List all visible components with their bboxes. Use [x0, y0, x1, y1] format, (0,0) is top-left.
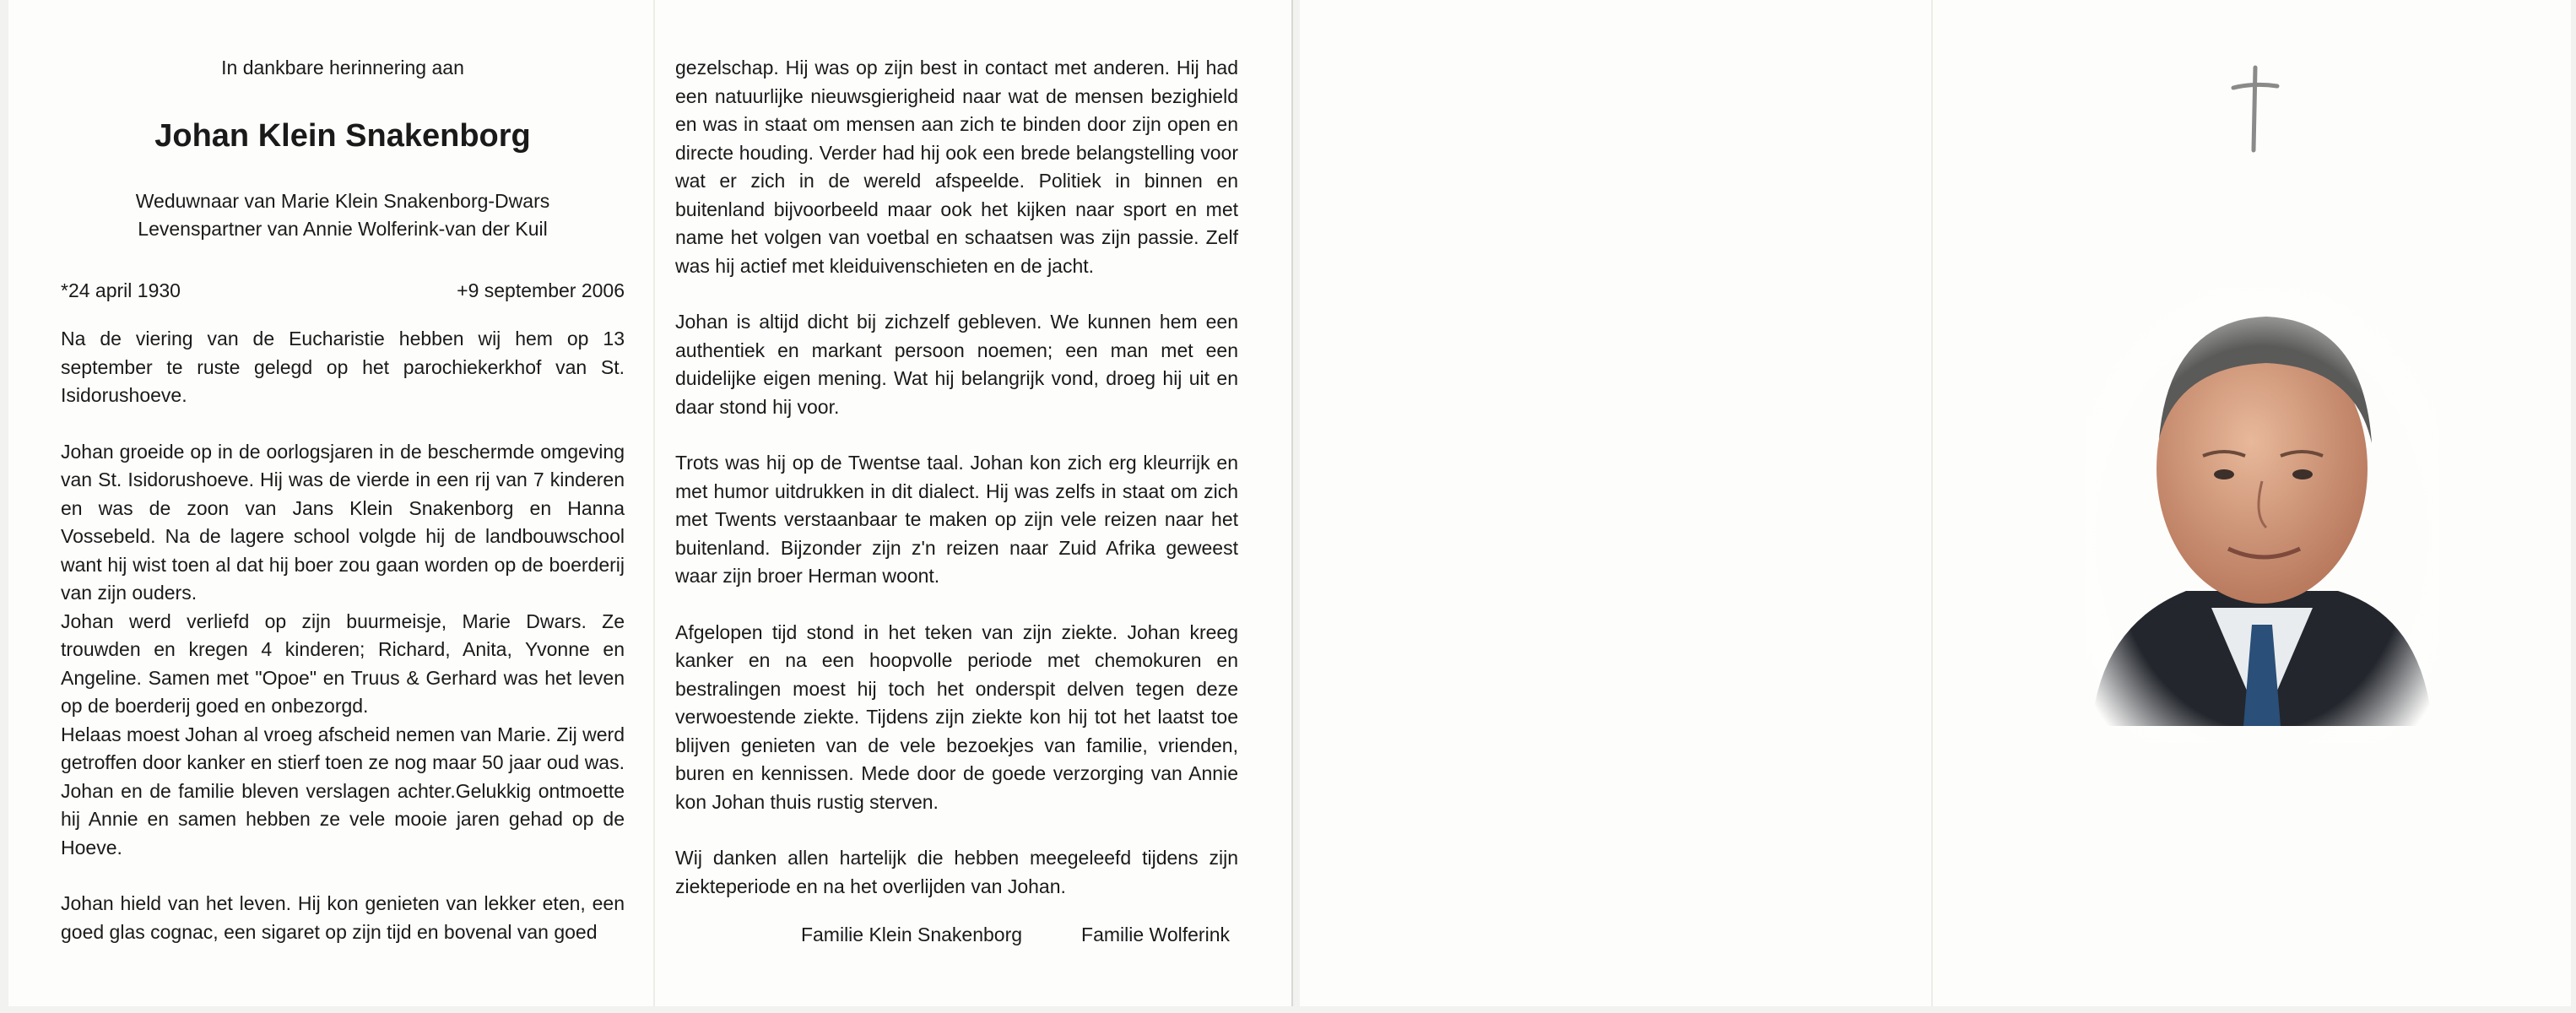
- portrait-photo: [2085, 287, 2439, 743]
- paragraph-company: gezelschap. Hij was op zijn best in contact met anderen. Hij had een natuurlijke nieuwsgierigheid naar wat de mensen bezighield en was in staat om mensen aan zich te binden door zijn open en directe houding. Verder had hij ook een brede belangstelling voor wat er zich in de wereld afspeelde. Politiek in binnen en buitenland bijvoorbeeld maar ook het kijken naar sport en met name het volgen van voetbal en schaatsen was zijn passie. Zelf was hij actief met kleiduivenschieten en de jacht.: [675, 57, 1238, 277]
- paragraph-dialect: Trots was hij op de Twentse taal. Johan kon zich erg kleurrijk en met humor uitdrukken in dit dialect. Hij was zelfs in staat om zich met Twents verstaanbaar te maken op zijn vele reizen naar het buitenland. Bijzonder zijn z'n reizen naar Zuid Afrika geweest waar zijn broer Herman woont.: [675, 452, 1238, 587]
- left-page: [8, 0, 1291, 1006]
- life-dates: [61, 277, 625, 306]
- intro-line: In dankbare herinnering aan: [221, 57, 464, 79]
- cross-icon: [2225, 62, 2284, 155]
- page-fold: [1931, 0, 1933, 1006]
- text-column-left: [61, 54, 625, 946]
- text-column-right: [675, 54, 1238, 950]
- paragraph-character: Johan is altijd dicht bij zichzelf gebleven. We kunnen hem een authentiek en markant persoon noemen; een man met een duidelijke eigen mening. Wat hij belangrijk vond, droeg hij uit en daar stond hij voor.: [675, 311, 1238, 418]
- relation-partner: Levenspartner van Annie Wolferink-van der Kuil: [138, 217, 548, 240]
- paragraph-youth: Johan groeide op in de oorlogsjaren in de beschermde omgeving van St. Isidorushoeve. Hij was de vierde in een rij van 7 kinderen en was de zoon van Jans Klein Snakenborg en Hanna Vossebeld. Na de lagere school volgde hij de landbouwschool want hij wist toen al dat hij boer zou gaan worden op de boerderij van zijn ouders.: [61, 440, 625, 604]
- paragraph-loss: Helaas moest Johan al vroeg afscheid nemen van Marie. Zij werd getroffen door kanker en stierf toen ze nog maar 50 jaar oud was. Johan en de familie bleven verslagen achter.Gelukkig ontmoette hij Annie en samen hebben ze vele mooie jaren gehad op de Hoeve.: [61, 723, 625, 859]
- page-fold: [653, 0, 655, 1006]
- birth-date: *24 april 1930: [61, 279, 181, 301]
- relation-widower: Weduwnaar van Marie Klein Snakenborg-Dwars: [135, 189, 550, 212]
- death-date: +9 september 2006: [457, 279, 625, 301]
- deceased-name: Johan Klein Snakenborg: [154, 117, 531, 154]
- signatures: [675, 921, 1238, 950]
- signature-family-2: Familie Wolferink: [1081, 924, 1230, 945]
- paragraph-funeral: Na de viering van de Eucharistie hebben wij hem op 13 september te ruste gelegd op het parochiekerkhof van St. Isidorushoeve.: [61, 328, 625, 406]
- paragraph-illness: Afgelopen tijd stond in het teken van zijn ziekte. Johan kreeg kanker en na een hoopvolle periode met chemokuren en bestralingen moest hij toch het onderspit delven tegen deze verwoestende ziekte. Tijdens zijn ziekte kon hij tot het laatst toe blijven genieten van de vele bezoekjes van familie, vrienden, buren en kennissen. Mede door de goede verzorging van Annie kon Johan thuis rustig sterven.: [675, 620, 1238, 813]
- paragraph-marriage: Johan werd verliefd op zijn buurmeisje, Marie Dwars. Ze trouwden en kregen 4 kinderen; Richard, Anita, Yvonne en Angeline. Samen met "Opoe" en Truus & Gerhard was het leven op de boerderij goed en onbezorgd.: [61, 609, 625, 717]
- paragraph-thanks: Wij danken allen hartelijk die hebben meegeleefd tijdens zijn ziekteperiode en na het overlijden van Johan.: [675, 847, 1238, 897]
- signature-family-1: Familie Klein Snakenborg: [800, 924, 1023, 945]
- paragraph-life: Johan hield van het leven. Hij kon genieten van lekker eten, een goed glas cognac, een sigaret op zijn tijd en bovenal van goed: [61, 892, 625, 943]
